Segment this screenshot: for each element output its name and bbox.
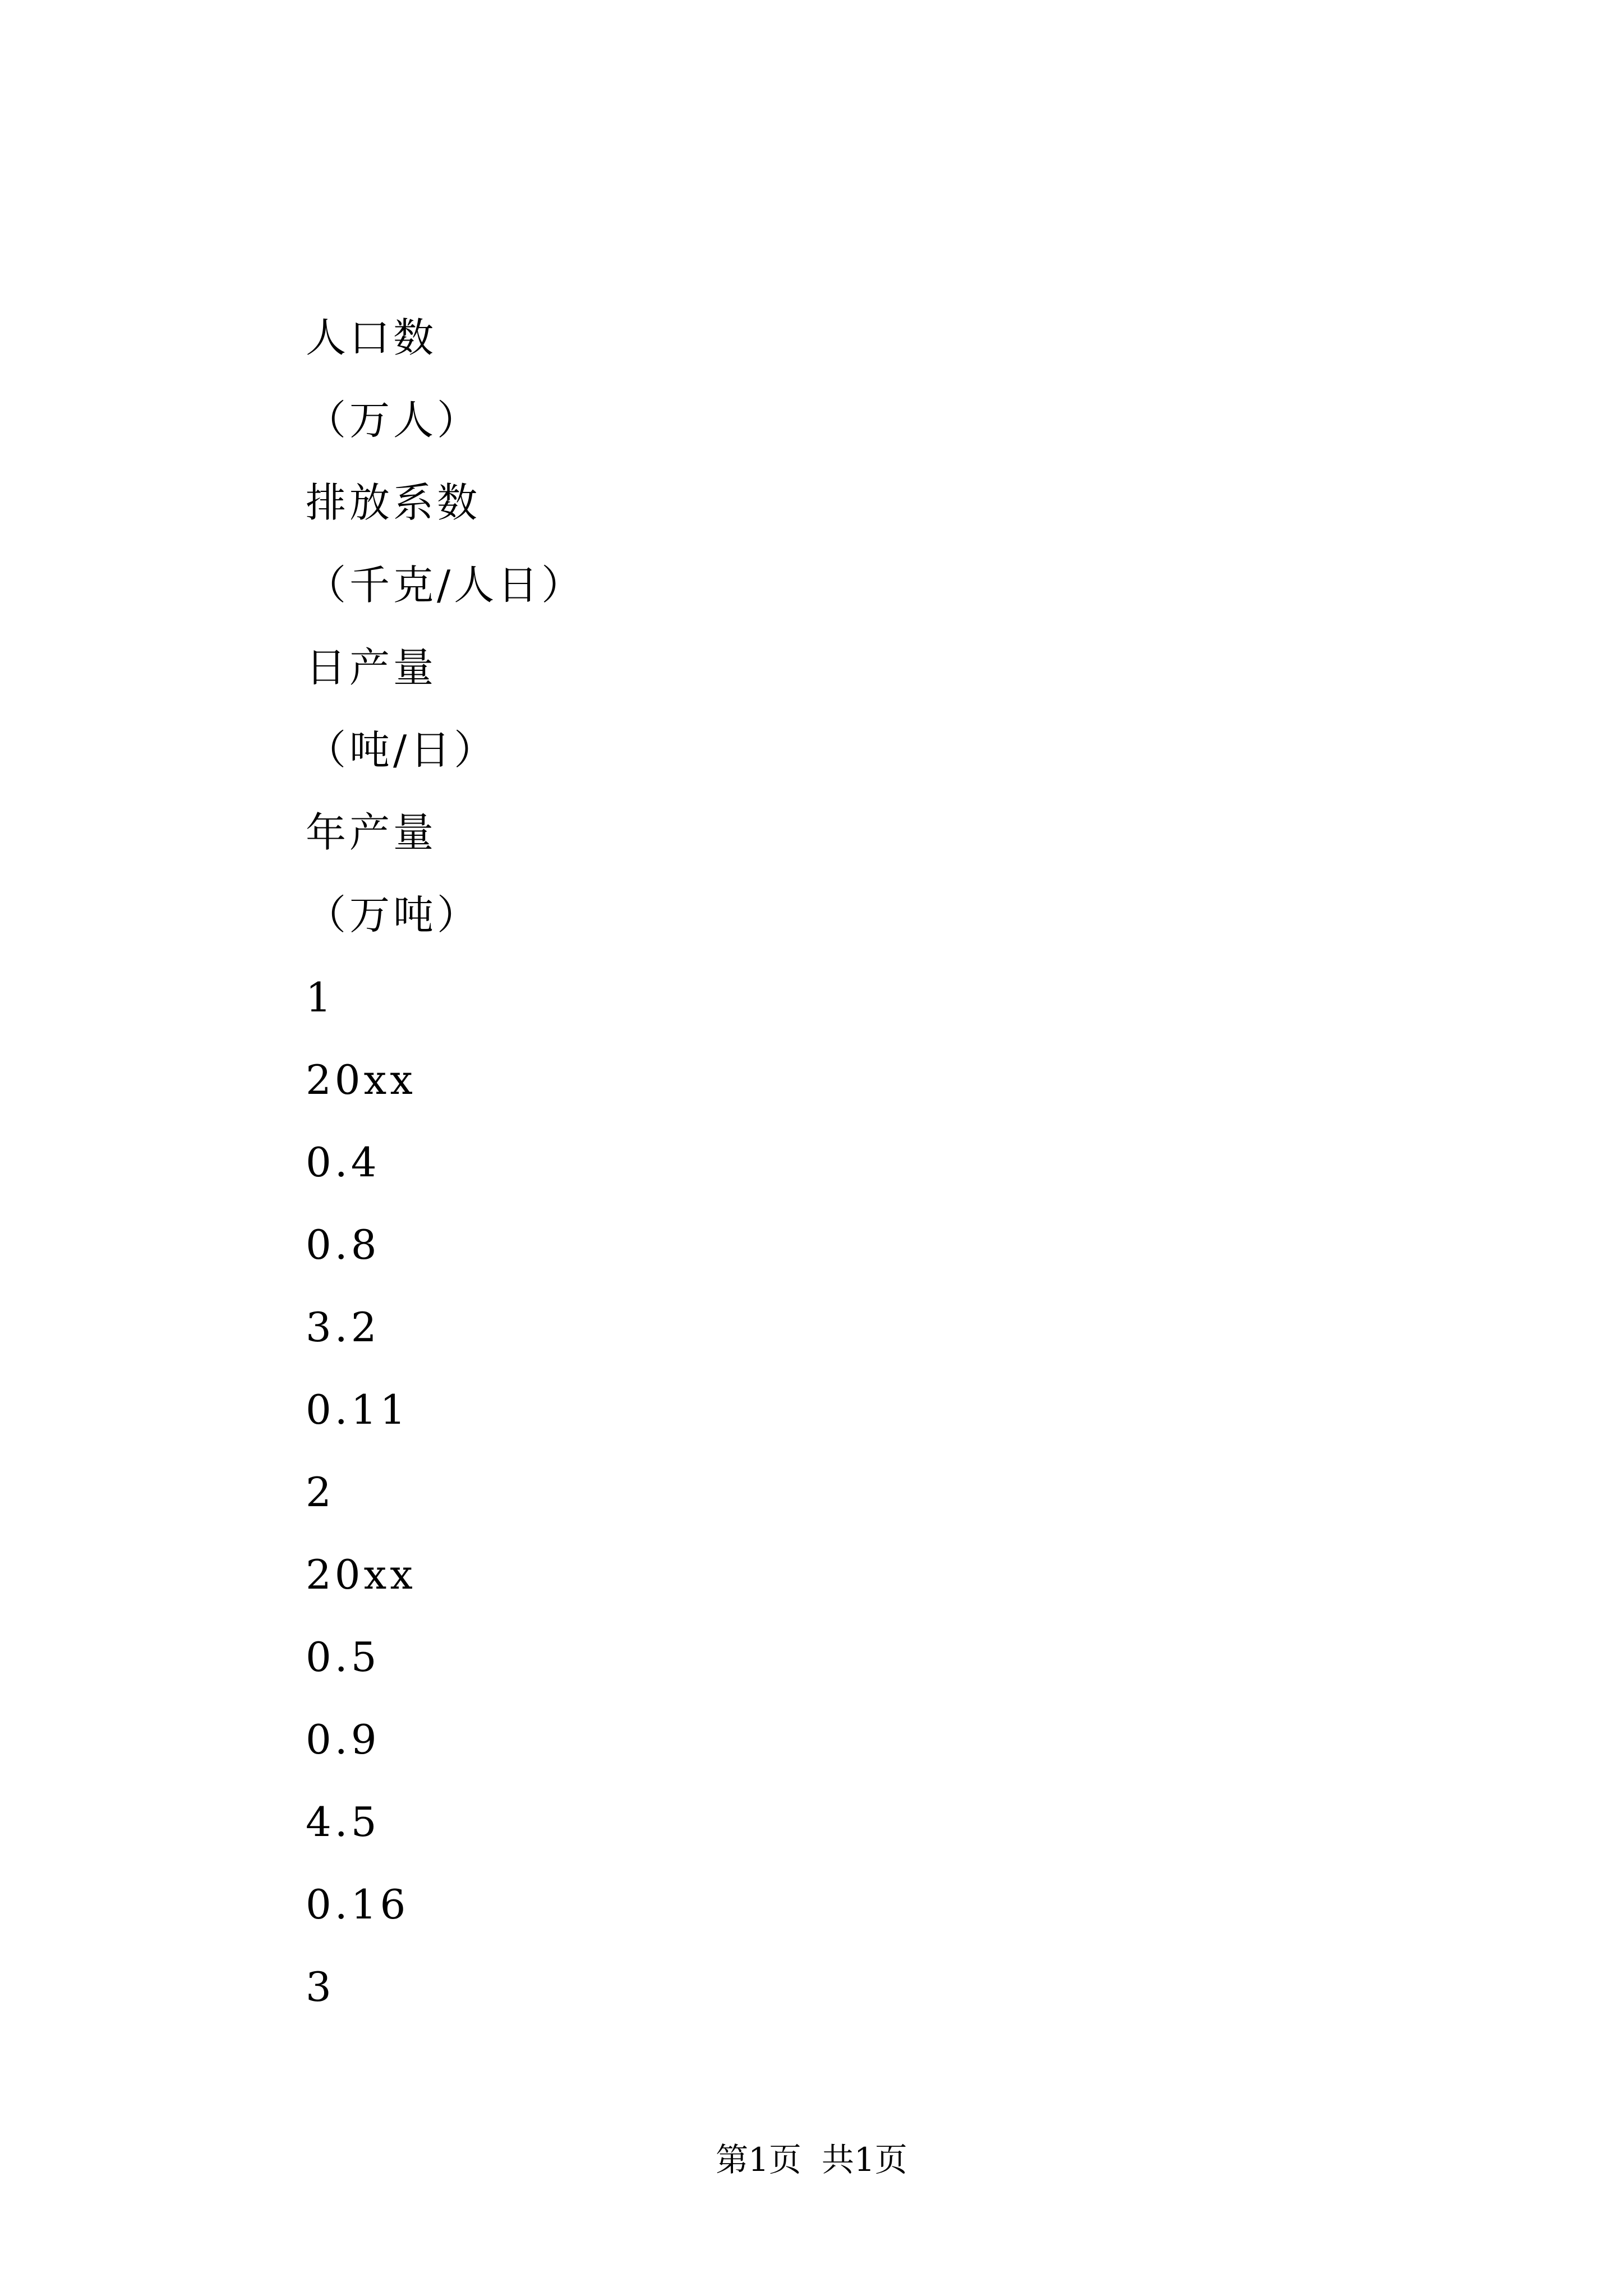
row-1-index: 1 <box>306 974 335 1021</box>
document-body <box>306 310 1427 2041</box>
row-1-population: 0.4 <box>306 1139 380 1186</box>
row-1-year: 20xx <box>306 1056 416 1103</box>
header-daily-output: 日产量 <box>306 644 437 691</box>
page-total: 共1页 <box>822 2141 907 2179</box>
unit-annual-output: （万吨） <box>306 891 481 938</box>
row-2-year: 20xx <box>306 1551 416 1598</box>
row-3-index: 3 <box>306 1963 335 2010</box>
row-1-annual-output: 0.11 <box>306 1386 409 1433</box>
row-2-population: 0.5 <box>306 1634 380 1681</box>
header-emission-factor: 排放系数 <box>306 479 481 526</box>
header-population: 人口数 <box>306 314 437 361</box>
unit-population: （万人） <box>306 397 481 444</box>
unit-daily-output: （吨/日） <box>306 726 498 774</box>
header-annual-output: 年产量 <box>306 809 437 856</box>
unit-emission-factor: （千克/人日） <box>306 562 585 609</box>
row-1-emission-factor: 0.8 <box>306 1221 380 1268</box>
row-2-annual-output: 0.16 <box>306 1881 409 1928</box>
page-footer <box>0 2137 1623 2182</box>
page-number: 第1页 <box>716 2141 801 2179</box>
row-1-daily-output: 3.2 <box>306 1304 380 1351</box>
row-2-index: 2 <box>306 1469 335 1516</box>
row-2-daily-output: 4.5 <box>306 1798 380 1846</box>
row-2-emission-factor: 0.9 <box>306 1716 380 1763</box>
